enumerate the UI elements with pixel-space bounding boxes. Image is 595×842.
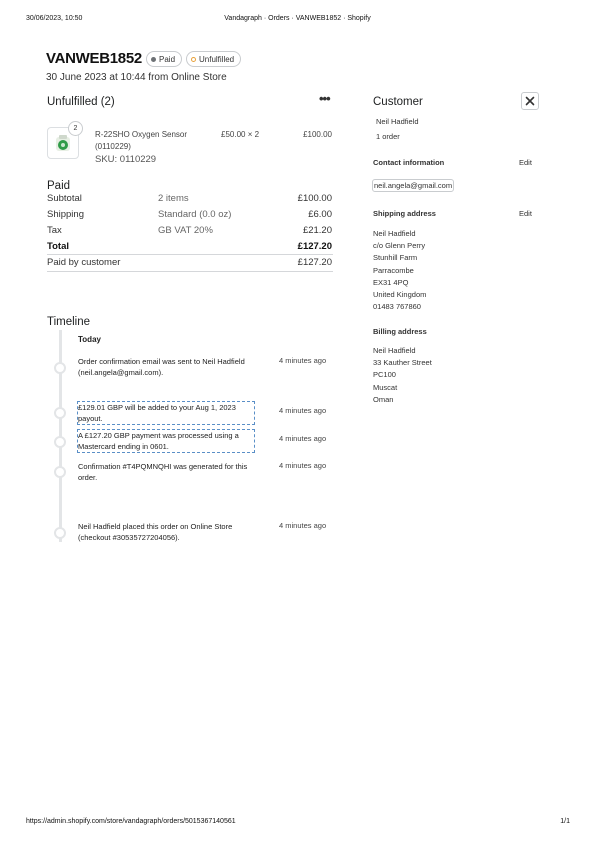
subtotal-amount: £100.00 xyxy=(297,193,332,204)
timeline-event-dot xyxy=(54,527,66,539)
total-amount: £127.20 xyxy=(297,241,332,252)
phone-number[interactable]: 01483 767860 xyxy=(373,302,421,312)
address-line: Stunhill Farm xyxy=(373,253,418,263)
contact-edit-link[interactable]: Edit xyxy=(519,158,532,167)
print-url: https://admin.shopify.com/store/vandagraph/orders/5015367140561 xyxy=(26,818,236,825)
timeline-day: Today xyxy=(78,335,101,344)
unfulfilled-title: Unfulfilled (2) xyxy=(47,96,115,108)
timeline-event-text[interactable]: A £127.20 GBP payment was processed using a Mastercard ending in 0601. xyxy=(78,430,254,452)
product-line-total: £100.00 xyxy=(303,130,332,139)
close-icon[interactable] xyxy=(521,92,539,110)
tax-detail: GB VAT 20% xyxy=(158,225,213,236)
product-sku: SKU: 0110229 xyxy=(95,154,157,165)
print-datetime: 30/06/2023, 10:50 xyxy=(26,15,83,22)
timeline-event-dot xyxy=(54,466,66,478)
shipping-address-title: Shipping address xyxy=(373,209,436,218)
quantity-badge: 2 xyxy=(68,121,83,136)
status-dot-icon xyxy=(191,57,196,62)
order-date-line: 30 June 2023 at 10:44 from Online Store xyxy=(46,72,227,83)
shipping-address xyxy=(373,228,426,313)
paid-status-badge xyxy=(146,51,182,67)
fulfillment-status-badge xyxy=(186,51,241,67)
shipping-detail: Standard (0.0 oz) xyxy=(158,209,232,220)
timeline-event-dot xyxy=(54,407,66,419)
address-line: EX31 4PQ xyxy=(373,277,409,287)
tax-label: Tax xyxy=(47,225,62,236)
timeline-event-time: 4 minutes ago xyxy=(279,406,327,415)
product-unit-price: £50.00 × 2 xyxy=(221,130,260,139)
billing-address-title: Billing address xyxy=(373,327,427,336)
status-dot-icon xyxy=(151,57,156,62)
tax-amount: £21.20 xyxy=(302,225,332,236)
timeline-title: Timeline xyxy=(47,316,91,328)
customer-title: Customer xyxy=(373,96,423,108)
payment-divider-bottom xyxy=(47,271,333,272)
address-line: United Kingdom xyxy=(373,290,427,300)
total-label: Total xyxy=(47,241,69,252)
customer-name[interactable]: Neil Hadfield xyxy=(376,117,419,126)
print-page-title: Vandagraph · Orders · VANWEB1852 · Shopify xyxy=(224,15,371,22)
timeline-event-time: 4 minutes ago xyxy=(279,521,327,530)
payment-title: Paid xyxy=(47,180,71,192)
timeline-event-text[interactable]: Order confirmation email was sent to Neil Hadfield (neil.angela@gmail.com). xyxy=(78,357,245,377)
order-id: VANWEB1852 xyxy=(46,50,142,67)
timeline-event-time: 4 minutes ago xyxy=(279,356,327,365)
subtotal-label: Subtotal xyxy=(47,193,82,204)
timeline-event-time: 4 minutes ago xyxy=(279,461,327,470)
product-name[interactable]: R-22SHO Oxygen Sensor xyxy=(95,130,188,139)
customer-orders[interactable]: 1 order xyxy=(376,132,400,141)
subtotal-detail: 2 items xyxy=(158,193,189,204)
timeline-event-text[interactable]: Confirmation #T4PQMNQHI was generated for this order. xyxy=(78,462,248,482)
more-horizontal-icon[interactable]: ••• xyxy=(319,91,330,106)
timeline-event-time: 4 minutes ago xyxy=(279,434,327,443)
paid-badge-label: Paid xyxy=(159,54,176,64)
address-line: Neil Hadfield xyxy=(373,229,416,238)
shipping-edit-link[interactable]: Edit xyxy=(519,209,532,218)
customer-email-link[interactable]: neil.angela@gmail.com xyxy=(374,181,453,190)
payment-divider xyxy=(47,254,333,255)
paid-by-label: Paid by customer xyxy=(47,257,121,268)
address-line: Muscat xyxy=(373,382,398,392)
address-line: Parracombe xyxy=(373,265,414,275)
billing-address xyxy=(373,345,432,406)
address-line: Oman xyxy=(373,394,394,404)
paid-by-amount: £127.20 xyxy=(297,257,332,268)
contact-info-title: Contact information xyxy=(373,158,445,167)
print-page-number: 1/1 xyxy=(560,818,570,825)
address-line: PC100 xyxy=(373,370,396,380)
shipping-label: Shipping xyxy=(47,209,84,220)
fulfillment-badge-label: Unfulfilled xyxy=(199,54,235,64)
address-line: 33 Kauther Street xyxy=(373,358,432,368)
shipping-amount: £6.00 xyxy=(308,209,332,220)
timeline-event-text[interactable]: £129.01 GBP will be added to your Aug 1, 2023 payout. xyxy=(78,402,254,424)
timeline-event-dot xyxy=(54,436,66,448)
timeline-event-text[interactable]: Neil Hadfield placed this order on Online Store (checkout #30535727204056). xyxy=(78,522,233,542)
address-line: c/o Glenn Perry xyxy=(373,241,426,251)
timeline-event-dot xyxy=(54,362,66,374)
address-line: Neil Hadfield xyxy=(373,346,416,355)
product-code: (0110229) xyxy=(95,142,131,151)
